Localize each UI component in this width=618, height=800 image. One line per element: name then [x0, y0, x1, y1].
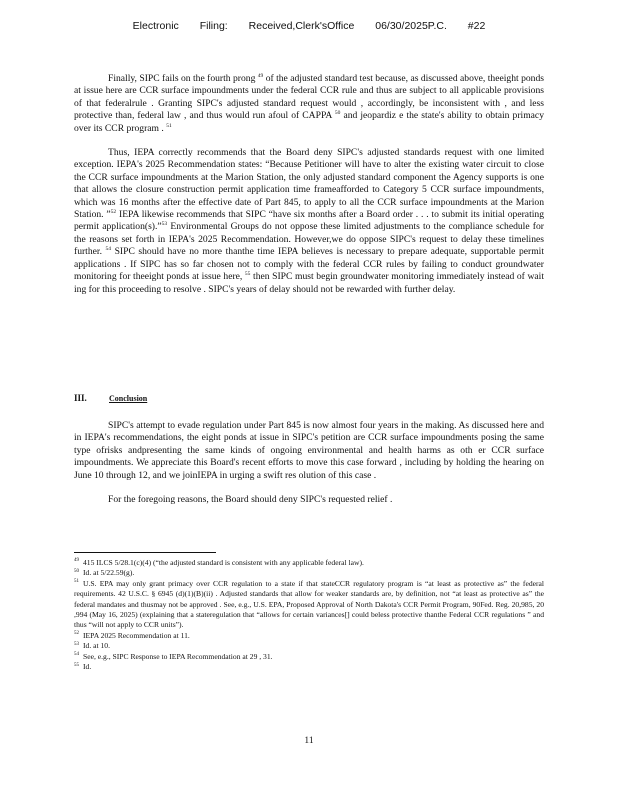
footnote-51	[74, 579, 544, 631]
footnote-number: 49	[74, 558, 79, 564]
footnotes	[74, 558, 544, 672]
paragraph-finally	[74, 73, 544, 135]
footnote-55	[74, 662, 544, 672]
section-heading	[74, 393, 147, 403]
footnote-54	[74, 652, 544, 662]
header-part-1: Electronic	[132, 20, 179, 32]
body-upper	[74, 73, 544, 308]
section-title: Conclusion	[109, 394, 148, 403]
paragraph-thus	[74, 147, 544, 296]
footnote-text: 415 ILCS 5/28.1(c)(4) (“the adjusted standard is consistent with any applicable federal law).	[83, 558, 364, 567]
footnote-text: Id.	[83, 662, 92, 672]
p2-text-4: SIPC should have no more thanthe time IEPA believes is necessary to prepare adequate, supportable permit applications . If SIPC has so far chosen not to comply with the federal CCR rules by failing to conduct groundwater monitoring for theeight ponds at issue here,	[74, 246, 544, 283]
footnote-ref-50[interactable]: 50	[334, 110, 341, 117]
header-part-5: #22	[467, 20, 486, 32]
footnote-ref-51[interactable]: 51	[166, 122, 172, 129]
footnote-ref-53[interactable]: 53	[161, 221, 168, 228]
p2-text-1: Thus, IEPA correctly recommends that the Board deny SIPC's adjusted standards request with one limited exception. IEPA's 2025 Recommendation states: “Because Petitioner will have to alter the existing water circuit to close the CCR surface impoundments at the Marion Station, the only adjusted standard component the Agency supports is one that allows the closure construction permit application time frameafforded to Category 5 CCR surface impoundments, which was 16 months after the effective date of Part 845, to apply to all the CCR surface impoundments at the Marion Station. ”	[74, 147, 544, 221]
p2-text-5: then SIPC must begin groundwater monitoring immediately instead of wait ing for this proceeding to resolve . SIPC's years of delay should not be rewarded with further delay.	[74, 271, 544, 295]
header-part-4: 06/30/2025P.C.	[375, 20, 447, 32]
footnote-number: 55	[74, 662, 79, 668]
body-lower	[74, 420, 544, 518]
paragraph-final: For the foregoing reasons, the Board should deny SIPC's requested relief .	[108, 494, 393, 506]
footnote-ref-52[interactable]: 52	[110, 208, 117, 215]
page-number: 11	[304, 736, 314, 746]
footnote-text: Id. at 10.	[83, 641, 110, 651]
footnote-number: 51	[74, 579, 79, 585]
p1-text-2: of the adjusted standard test because, as discussed above, theeight ponds at issue here are CCR surface impoundments under the federal CCR rule and thus are subject to all applicable provisions of that federalrule . Granting SIPC's adjusted standard request would , accordingly, be inconsistent with , and less protective than, federal law , and thus would run afoul of CAPPA	[74, 73, 544, 122]
footnote-number: 52	[74, 631, 79, 637]
p2-text-3: Environmental Groups do not oppose these limited adjustments to the compliance schedule for the reasons set forth in IEPA's 2025 Recommendation. However,we do oppose SIPC's request to delay these timelines further.	[74, 221, 544, 258]
footnote-52	[74, 631, 544, 641]
p1-text-1: Finally, SIPC fails on the fourth prong	[108, 73, 258, 84]
footnote-53	[74, 641, 544, 651]
filing-header	[0, 20, 618, 32]
footnote-text: U.S. EPA may only grant primacy over CCR regulation to a state if that stateCCR regulatory program is “at least as protective as” the federal requirements. 42 U.S.C. § 6945 (d)(1)(B)(ii) . Adjusted standards that allow for weaker standards are, by definition, not “at least as protective as” the federal mandates and thusmay not be approved . See, e.g., U.S. EPA, Proposed Approval of North Dakota's CCR Permit Program, 90Fed. Reg. 20,985, 20 ,994 (May 16, 2025) (explaining that a stateregulation that “allows for certain variances[] could beless protective thanthe Federal CCR regulations ” and thus “will not apply to CCR units”).	[74, 578, 544, 630]
footnote-number: 50	[74, 568, 79, 574]
header-part-3: Received,Clerk'sOffice	[248, 20, 355, 32]
footnote-50	[74, 568, 544, 578]
footnote-text: IEPA 2025 Recommendation at 11.	[83, 630, 190, 640]
footnote-divider	[74, 552, 216, 553]
footnote-49	[74, 558, 544, 568]
footnote-text: See, e.g., SIPC Response to IEPA Recommendation at 29 , 31.	[83, 651, 273, 661]
footnote-number: 54	[74, 652, 79, 658]
p1-text-3: and jeopardiz e the state's ability to obtain primacy over its CCR program .	[74, 110, 544, 134]
footnote-ref-55[interactable]: 55	[244, 270, 251, 277]
footnote-number: 53	[74, 641, 79, 647]
section-number: III.	[74, 393, 87, 403]
paragraph-conclusion: SIPC's attempt to evade regulation under Part 845 is now almost four years in the making. As discussed here and in IEPA's recommendations, the eight ponds at issue in SIPC's petition are CCR surface impoundments posing the same type ofrisks andpresenting the same kinds of ongoing environmental and health harms as oth er CCR surface impoundments. We appreciate this Board's recent efforts to move this case forward , including by holding the hearing on June 10 through 12, and we joinIEPA in urging a swift res olution of this case .	[74, 420, 544, 481]
p2-text-2: IEPA likewise recommends that SIPC “have six months after a Board order . . . to submit its initial operating permit application(s).”	[74, 209, 544, 233]
footnote-text: Id. at 5/22.59(g).	[83, 568, 135, 578]
footnote-ref-54[interactable]: 54	[105, 246, 112, 253]
footnote-ref-49[interactable]: 49	[257, 72, 264, 79]
header-part-2: Filing:	[199, 20, 228, 32]
